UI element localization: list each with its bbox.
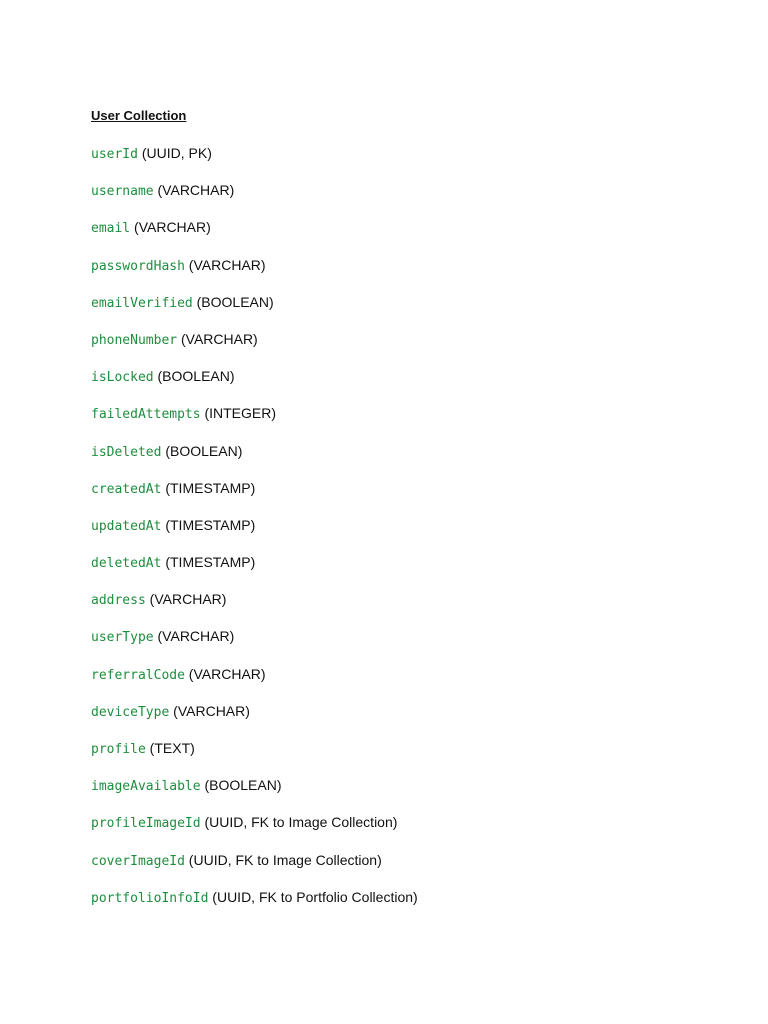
field-name: profile (91, 742, 146, 757)
section-title: User Collection (91, 108, 187, 123)
field-name: updatedAt (91, 518, 162, 534)
field-row (91, 701, 691, 738)
field-type: (VARCHAR) (177, 330, 258, 347)
field-type: (BOOLEAN) (192, 293, 274, 310)
field-row (91, 850, 691, 887)
field-type: (TIMESTAMP) (161, 554, 256, 571)
field-row (91, 738, 691, 775)
field-type: (UUID, FK to Image Collection) (184, 851, 382, 868)
field-type: (VARCHAR) (169, 702, 250, 719)
field-type: (VARCHAR) (153, 628, 235, 645)
field-name: coverImageId (91, 853, 185, 869)
field-name: imageAvailable (91, 779, 201, 795)
field-type: (BOOLEAN) (153, 368, 235, 385)
field-name: userId (91, 147, 138, 162)
field-type: (VARCHAR) (153, 182, 235, 199)
field-row (91, 329, 691, 366)
field-name: isDeleted (91, 444, 162, 460)
field-row (91, 292, 691, 329)
field-row (91, 626, 691, 663)
field-type: (UUID, PK) (137, 145, 212, 161)
field-name: portfolioInfoId (91, 890, 209, 906)
field-type: (INTEGER) (200, 405, 277, 422)
field-row (91, 664, 691, 701)
field-type: (VARCHAR) (184, 256, 266, 273)
field-row (91, 180, 691, 217)
field-name: emailVerified (91, 295, 193, 311)
field-name: failedAttempts (91, 407, 201, 423)
field-row (91, 441, 691, 478)
field-name: deletedAt (91, 556, 162, 572)
field-row (91, 217, 691, 254)
field-row (91, 515, 691, 552)
field-row (91, 366, 691, 403)
field-name: email (91, 221, 131, 237)
field-row (91, 143, 691, 180)
field-row (91, 255, 691, 292)
field-row (91, 812, 691, 849)
field-type: (BOOLEAN) (161, 442, 243, 459)
field-name: phoneNumber (91, 332, 178, 348)
field-type: (TEXT) (145, 740, 195, 756)
field-name: passwordHash (91, 258, 185, 274)
field-list (91, 143, 691, 924)
field-type: (UUID, FK to Portfolio Collection) (208, 888, 418, 905)
field-row (91, 478, 691, 515)
field-row (91, 589, 691, 626)
field-type: (TIMESTAMP) (161, 516, 256, 533)
field-type: (VARCHAR) (130, 219, 211, 236)
field-name: createdAt (91, 481, 162, 497)
field-name: profileImageId (91, 816, 201, 832)
field-name: address (91, 593, 146, 609)
field-row (91, 887, 691, 924)
field-type: (VARCHAR) (145, 591, 227, 608)
field-row (91, 552, 691, 589)
field-name: isLocked (91, 370, 154, 386)
field-row (91, 403, 691, 440)
field-row (91, 775, 691, 812)
document-content (91, 106, 691, 924)
field-name: referralCode (91, 667, 185, 683)
field-name: userType (91, 630, 154, 646)
field-name: deviceType (91, 704, 170, 720)
field-type: (TIMESTAMP) (161, 479, 256, 496)
field-name: username (91, 184, 154, 200)
field-type: (BOOLEAN) (200, 777, 282, 794)
field-type: (UUID, FK to Image Collection) (200, 814, 398, 831)
field-type: (VARCHAR) (184, 665, 266, 682)
